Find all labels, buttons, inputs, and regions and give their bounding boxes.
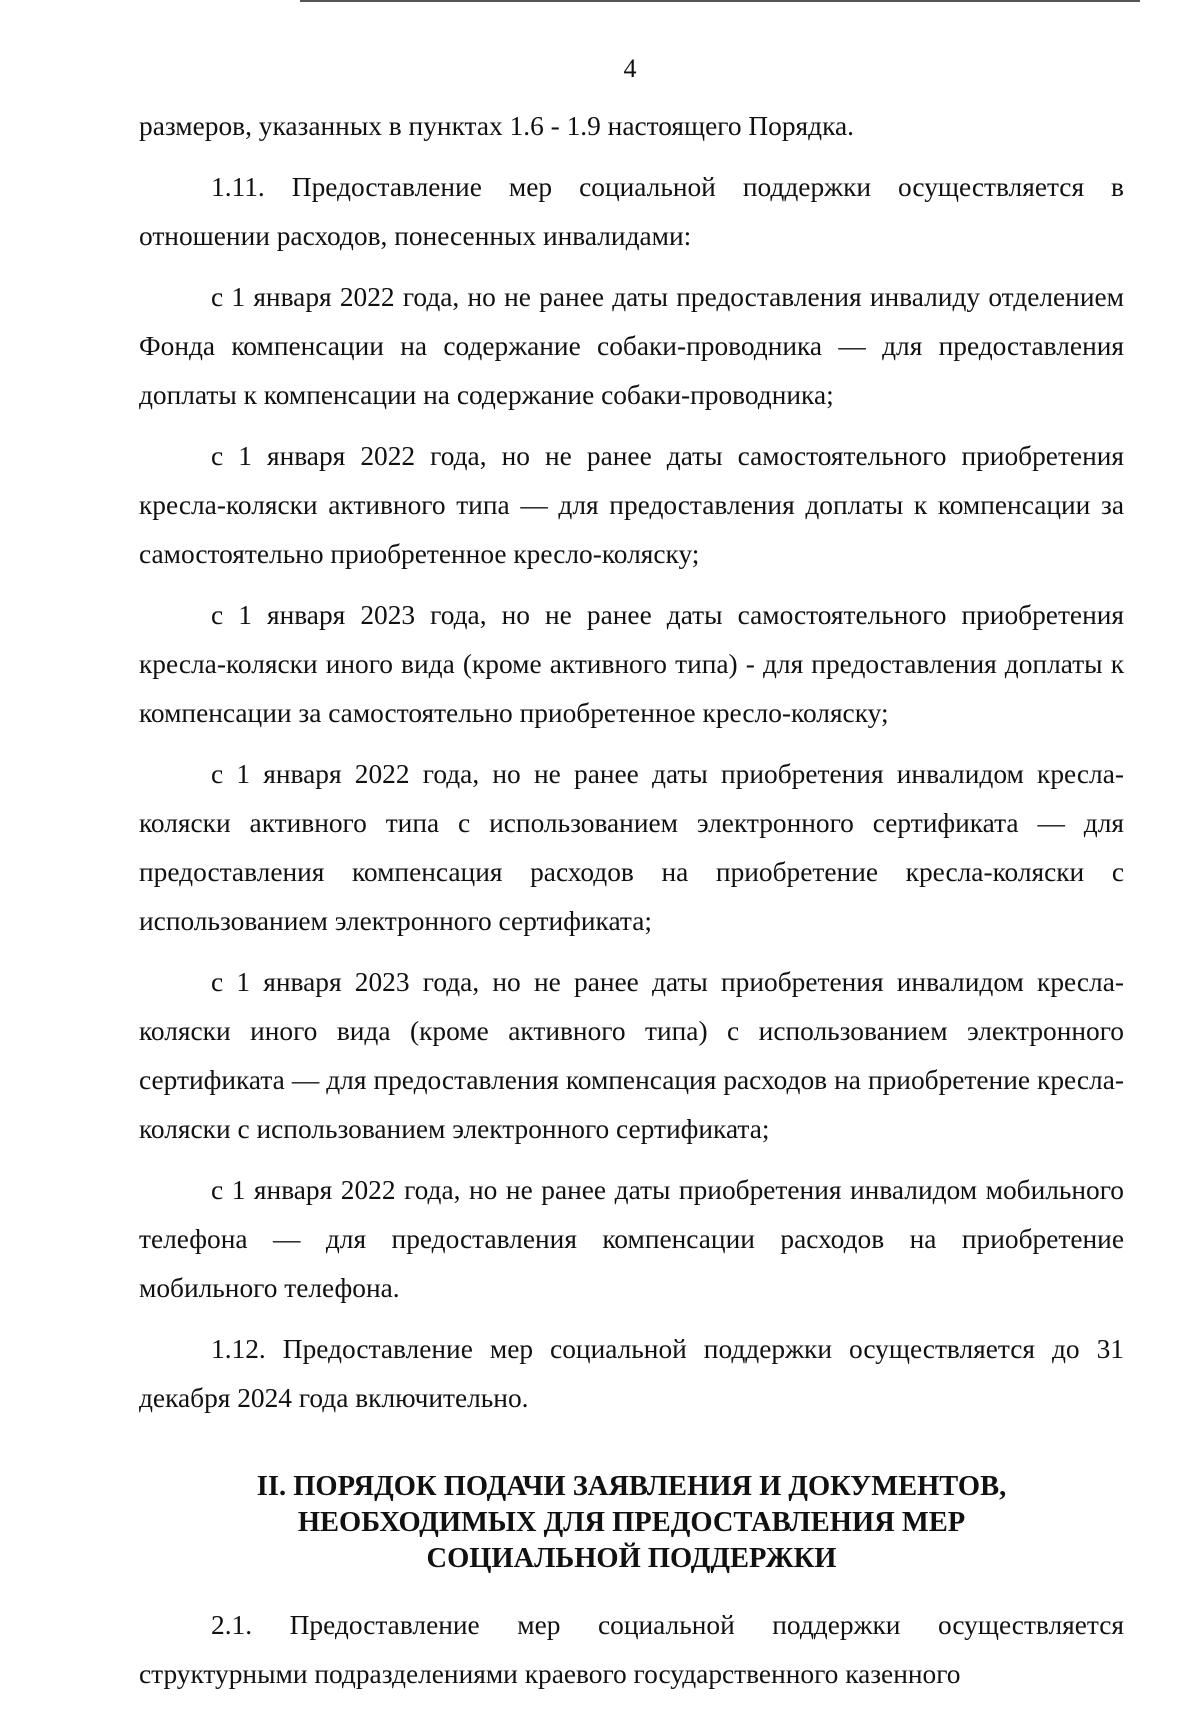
paragraph-2-1: 2.1. Предоставление мер социальной поддержки осуществляется структурными подразделениями краевого государственного казенного	[139, 1610, 1124, 1689]
section-heading	[139, 1469, 1124, 1577]
paragraph-mobile-phone: с 1 января 2022 года, но не ранее даты приобретения инвалидом мобильного телефона — для предоставления компенсации расходов на приобретение мобильного телефона.	[139, 1175, 1124, 1303]
paragraph-1-12: 1.12. Предоставление мер социальной поддержки осуществляется до 31 декабря 2024 года включительно.	[139, 1334, 1124, 1413]
paragraph-continuation: размеров, указанных в пунктах 1.6 - 1.9 настоящего Порядка.	[139, 111, 854, 141]
section-heading-line-1: II. ПОРЯДОК ПОДАЧИ ЗАЯВЛЕНИЯ И ДОКУМЕНТОВ,	[256, 1471, 1007, 1502]
paragraph-guide-dog: с 1 января 2022 года, но не ранее даты предоставления инвалиду отделением Фонда компенсации на содержание собаки-проводника — для предоставления доплаты к компенсации на содержание собаки-проводника;	[139, 282, 1124, 410]
top-border-line	[300, 0, 1140, 2]
paragraph-other-wheelchair-certificate: с 1 января 2023 года, но не ранее даты приобретения инвалидом кресла-коляски иного вида (кроме активного типа) с использованием электронного сертификата — для предоставления компенсация расходов на приобретение кресла-коляски с использованием электронного сертификата;	[139, 967, 1124, 1144]
section-heading-line-2: НЕОБХОДИМЫХ ДЛЯ ПРЕДОСТАВЛЕНИЯ МЕР	[297, 1507, 966, 1538]
page-number: 4	[623, 54, 637, 83]
paragraph-active-wheelchair: с 1 января 2022 года, но не ранее даты самостоятельного приобретения кресла-коляски активного типа — для предоставления доплаты к компенсации за самостоятельно приобретенное кресло-коляску;	[139, 441, 1124, 569]
paragraph-other-wheelchair: с 1 января 2023 года, но не ранее даты самостоятельного приобретения кресла-коляски иного вида (кроме активного типа) - для предоставления доплаты к компенсации за самостоятельно приобретенное кресло-коляску;	[139, 600, 1124, 728]
section-heading-line-3: СОЦИАЛЬНОЙ ПОДДЕРЖКИ	[426, 1543, 837, 1574]
paragraph-active-wheelchair-certificate: с 1 января 2022 года, но не ранее даты приобретения инвалидом кресла-коляски активного типа с использованием электронного сертификата — для предоставления компенсация расходов на приобретение кресла-коляски с использованием электронного сертификата;	[139, 759, 1124, 936]
document-body	[139, 102, 1124, 1711]
paragraph-1-11: 1.11. Предоставление мер социальной поддержки осуществляется в отношении расходов, понесенных инвалидами:	[139, 172, 1124, 251]
